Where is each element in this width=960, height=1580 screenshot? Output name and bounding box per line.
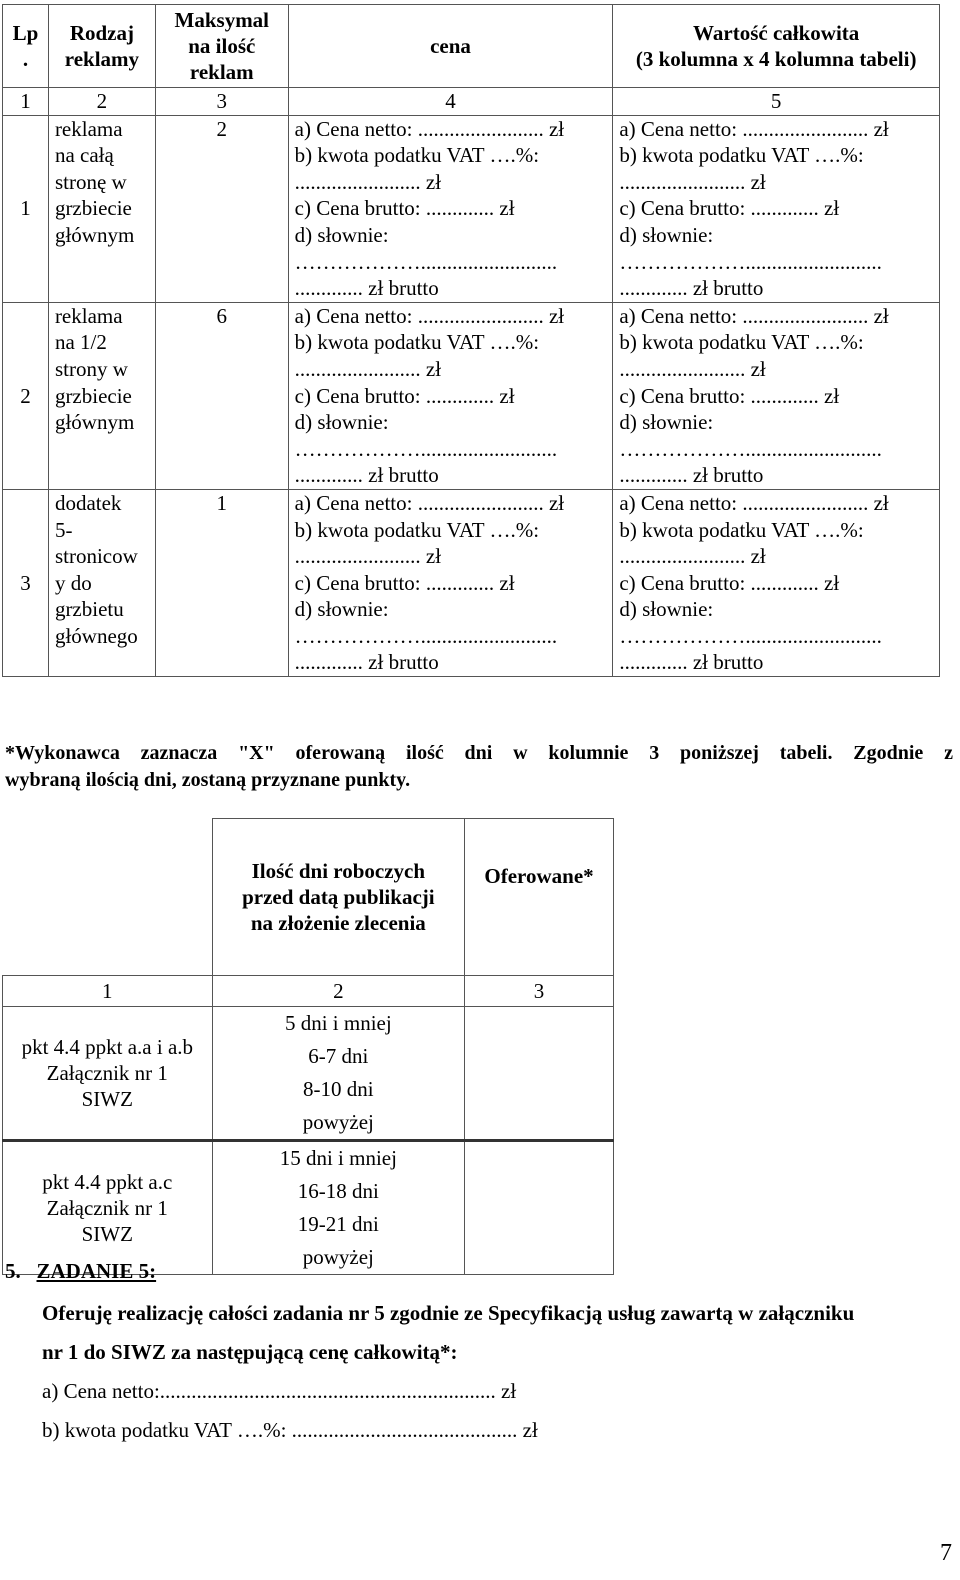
offer-line-1: Oferuję realizację całości zadania nr 5 zgodnie ze Specyfikacją usług zawartą w załączniku [42, 1301, 855, 1325]
row-total-fields: a) Cena netto: ........................ zł b) kwota podatku VAT ….%: ........................ zł c) Cena brutto: ............. zł d) słownie: ……………….......................... ............. zł brutto [613, 302, 940, 489]
header-offered: Oferowane* [465, 819, 614, 976]
header-working-days: Ilość dni roboczych przed datą publikacji na złożenie zlecenia [212, 819, 464, 976]
day-option: 19-21 dni [297, 1212, 379, 1236]
note-line-2: wybraną ilością dni, zostaną przyznane punkty. [5, 769, 411, 791]
row-total-fields: a) Cena netto: ........................ zł b) kwota podatku VAT ….%: ........................ zł c) Cena brutto: ............. zł d) słownie: ……………….......................... ............. zł brutto [613, 489, 940, 676]
row-price-fields: a) Cena netto: ........................ zł b) kwota podatku VAT ….%: ........................ zł c) Cena brutto: ............. zł d) słownie: ……………….......................... ............. zł brutto [288, 115, 613, 302]
row-qty: 6 [155, 302, 288, 489]
section-number: 5. [5, 1259, 21, 1283]
row-qty: 1 [155, 489, 288, 676]
table-row [3, 1007, 614, 1141]
colnum: 3 [155, 88, 288, 116]
empty-header-cell [3, 819, 213, 976]
colnum: 2 [212, 976, 464, 1007]
days-table-header-row [3, 819, 614, 976]
group-label: pkt 4.4 ppkt a.c Załącznik nr 1 SIWZ [3, 1141, 213, 1275]
price-table-header-row [3, 5, 940, 88]
days-table [2, 818, 614, 1275]
row-qty: 2 [155, 115, 288, 302]
column-number-row [3, 88, 940, 116]
colnum: 1 [3, 88, 49, 116]
day-option: powyżej [302, 1245, 374, 1269]
header-price: cena [288, 5, 613, 88]
day-option: 6-7 dni [308, 1044, 369, 1068]
colnum: 2 [48, 88, 155, 116]
header-total-value: Wartość całkowita (3 kolumna x 4 kolumna tabeli) [613, 5, 940, 88]
offered-cell[interactable] [465, 1141, 614, 1275]
offer-line-2: nr 1 do SIWZ za następującą cenę całkowitą*: [42, 1340, 458, 1364]
table-row [3, 1141, 614, 1275]
row-price-fields: a) Cena netto: ........................ zł b) kwota podatku VAT ….%: ........................ zł c) Cena brutto: ............. zł d) słownie: ……………….......................... ............. zł brutto [288, 489, 613, 676]
row-total-fields: a) Cena netto: ........................ zł b) kwota podatku VAT ….%: ........................ zł c) Cena brutto: ............. zł d) słownie: ……………….......................... ............. zł brutto [613, 115, 940, 302]
row-lp: 2 [3, 302, 49, 489]
day-option: 15 dni i mniej [279, 1146, 397, 1170]
row-lp: 3 [3, 489, 49, 676]
net-price-field: a) Cena netto:................................................................ zł [42, 1379, 517, 1403]
page-number: 7 [940, 1540, 952, 1566]
table-row [3, 115, 940, 302]
row-ad-type: dodatek 5- stronicow y do grzbietu głównego [48, 489, 155, 676]
colnum: 4 [288, 88, 613, 116]
row-ad-type: reklama na całą stronę w grzbiecie głównym [48, 115, 155, 302]
vat-field: b) kwota podatku VAT ….%: ........................................... zł [42, 1418, 538, 1442]
header-ad-type: Rodzaj reklamy [48, 5, 155, 88]
price-table [2, 4, 940, 677]
row-lp: 1 [3, 115, 49, 302]
row-price-fields: a) Cena netto: ........................ zł b) kwota podatku VAT ….%: ........................ zł c) Cena brutto: ............. zł d) słownie: ……………….......................... ............. zł brutto [288, 302, 613, 489]
day-option: 5 dni i mniej [284, 1011, 392, 1035]
row-ad-type: reklama na 1/2 strony w grzbiecie głównym [48, 302, 155, 489]
colnum: 1 [3, 976, 213, 1007]
note-line-1: *Wykonawca zaznacza "X" oferowaną ilość dni w kolumnie 3 poniższej tabeli. Zgodnie z [5, 742, 953, 764]
table-row [3, 489, 940, 676]
column-number-row [3, 976, 614, 1007]
day-options [212, 1007, 464, 1141]
table-row [3, 302, 940, 489]
colnum: 3 [465, 976, 614, 1007]
colnum: 5 [613, 88, 940, 116]
task-5-section [5, 1256, 945, 1450]
day-option: 16-18 dni [297, 1179, 379, 1203]
header-lp: Lp . [3, 5, 49, 88]
day-option: powyżej [302, 1110, 374, 1134]
day-options [212, 1141, 464, 1275]
offer-days-note [5, 740, 953, 794]
offered-cell[interactable] [465, 1007, 614, 1141]
day-option: 8-10 dni [303, 1077, 374, 1101]
group-label: pkt 4.4 ppkt a.a i a.b Załącznik nr 1 SIWZ [3, 1007, 213, 1141]
section-title: ZADANIE 5: [36, 1259, 157, 1283]
header-max-qty: Maksymal na ilość reklam [155, 5, 288, 88]
section-heading [5, 1256, 945, 1286]
